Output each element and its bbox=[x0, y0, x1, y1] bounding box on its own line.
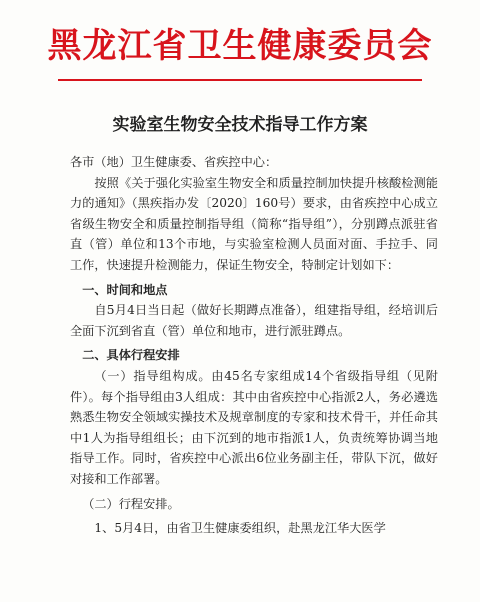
itinerary-item-1: 1、5月4日，由省卫生健康委组织，赴黑龙江华大医学 bbox=[94, 521, 386, 536]
letterhead-org-name: 黑龙江省卫生健康委员会 bbox=[47, 26, 433, 66]
intro-paragraph: 按照《关于强化实验室生物安全和质量控制加快提升核酸检测能力的通知》（黑疾指办发〔2020〕160号）要求，由省疾控中心成立省级生物安全和质量控制指导组（简称“指导组”），分别蹲点派驻省直（管）单位和13个市地，与实验室检测人员面对面、手拉手、同工作，快速提升检测能力，保证生物安全，特制定计划如下： bbox=[70, 175, 438, 272]
document-title: 实验室生物安全技术指导工作方案 bbox=[112, 115, 368, 135]
section-heading-schedule: 二、具体行程安排 bbox=[82, 348, 180, 363]
section-text-time-place: 自5月4日当日起（做好长期蹲点准备），组建指导组，经培训后全面下沉到省直（管）单位和地市，进行派驻蹲点。 bbox=[70, 303, 438, 338]
subsection-team-composition: （一）指导组构成。由45名专家组成14个省级指导组（见附件）。每个指导组由3人组成：其中由省疾控中心指派2人，务必遴选熟悉生物安全领域实操技术及规章制度的专家和技术骨干，并任命其中1人为指导组组长；由下沉到的地市指派1人，负责统筹协调当地指导工作。同时，省疾控中心派出6位业务副主任，带队下沉，做好对接和工作部署。 bbox=[70, 368, 438, 486]
section-heading-time-place: 一、时间和地点 bbox=[82, 282, 168, 297]
letterhead-red-rule bbox=[58, 79, 422, 81]
document-body bbox=[70, 152, 438, 539]
subsection-itinerary: （二）行程安排。 bbox=[82, 496, 180, 511]
salutation: 各市（地）卫生健康委、省疾控中心： bbox=[70, 155, 278, 169]
